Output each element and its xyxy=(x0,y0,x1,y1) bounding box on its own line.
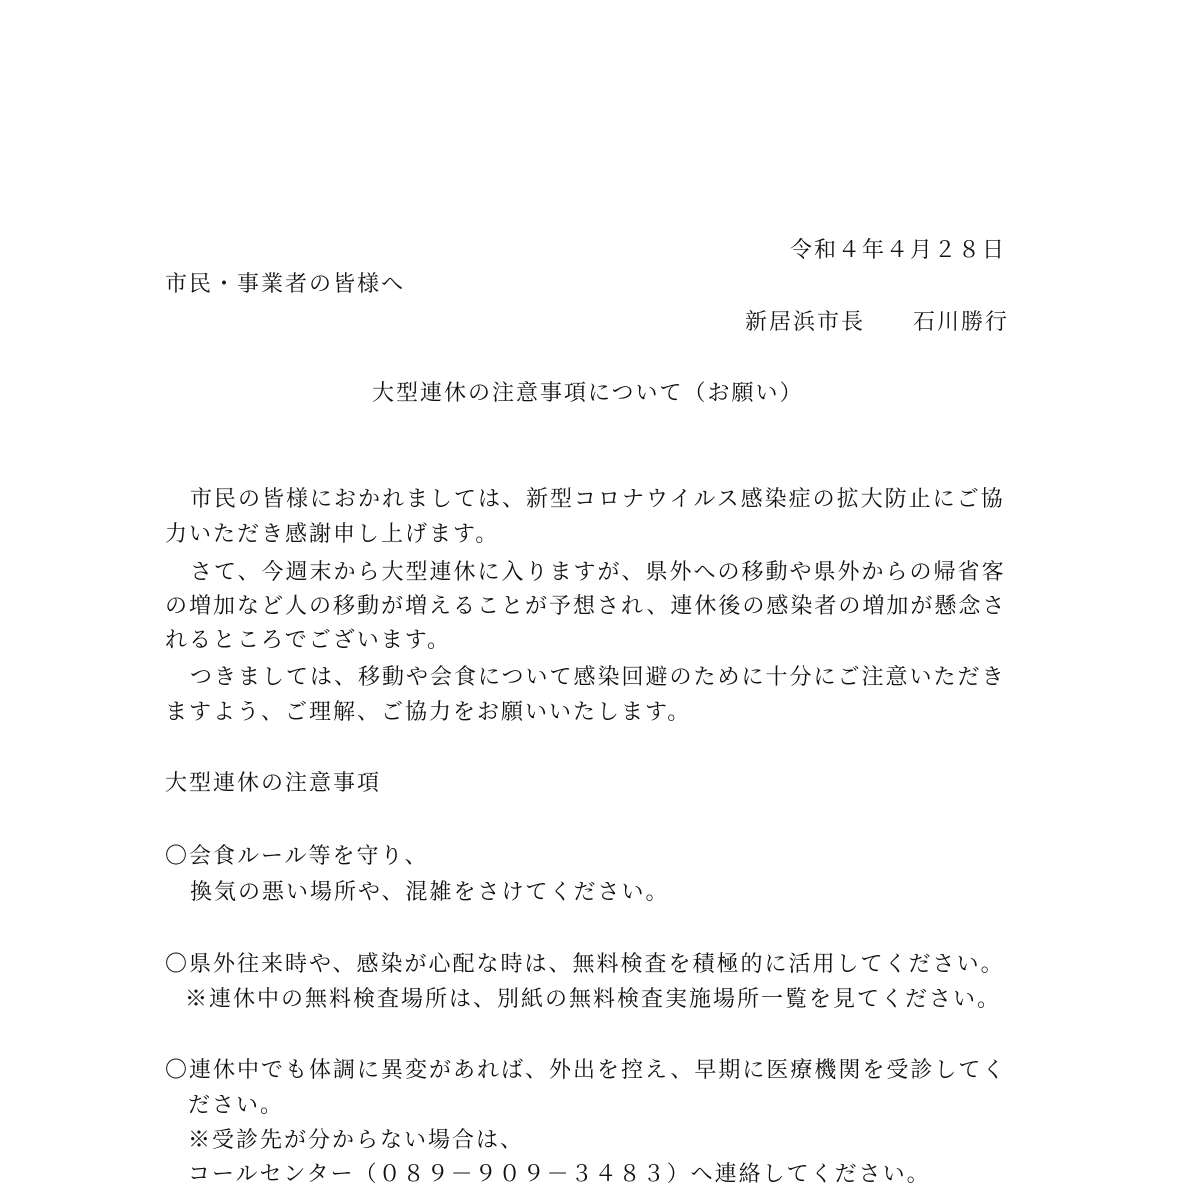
sender-name: 石川勝行 xyxy=(913,310,1010,335)
sender-line xyxy=(745,310,1009,336)
notice-item-2-line-1: 〇県外往来時や、感染が心配な時は、無料検査を積極的に活用してください。 xyxy=(165,952,1005,977)
notice-item-3-line-2: ださい。 xyxy=(188,1093,285,1118)
notice-item-3-line-4: コールセンター（０８９－９０９－３４８３）へ連絡してください。 xyxy=(188,1162,931,1187)
document-title: 大型連休の注意事項について（お願い） xyxy=(372,381,804,406)
section-heading: 大型連休の注意事項 xyxy=(165,771,382,796)
body-paragraph-3-line-1: つきましては、移動や会食について感染回避のために十分にご注意いただき xyxy=(190,665,1006,690)
recipient-line: 市民・事業者の皆様へ xyxy=(165,272,406,297)
sender-title: 新居浜市長 xyxy=(745,310,866,335)
body-paragraph-2-line-3: れるところでございます。 xyxy=(165,628,452,653)
body-paragraph-2-line-1: さて、今週末から大型連休に入りますが、県外への移動や県外からの帰省客 xyxy=(190,560,1006,585)
notice-item-3-line-3: ※受診先が分からない場合は、 xyxy=(188,1128,525,1153)
document-date: 令和４年４月２８日 xyxy=(790,238,1007,263)
body-paragraph-3-line-2: ますよう、ご理解、ご協力をお願いいたします。 xyxy=(165,700,692,725)
notice-item-1-line-1: 〇会食ルール等を守り、 xyxy=(165,844,429,869)
body-paragraph-1-line-2: 力いただき感謝申し上げます。 xyxy=(165,522,500,547)
notice-item-3-line-1: 〇連休中でも体調に異変があれば、外出を控え、早期に医療機関を受診してく xyxy=(165,1058,1007,1083)
notice-item-2-line-2: ※連休中の無料検査場所は、別紙の無料検査実施場所一覧を見てください。 xyxy=(185,987,1002,1012)
notice-item-1-line-2: 換気の悪い場所や、混雑をさけてください。 xyxy=(190,880,670,905)
body-paragraph-1-line-1: 市民の皆様におかれましては、新型コロナウイルス感染症の拡大防止にご協 xyxy=(190,487,1005,512)
body-paragraph-2-line-2: の増加など人の移動が増えることが予想され、連休後の感染者の増加が懸念さ xyxy=(165,594,1007,619)
